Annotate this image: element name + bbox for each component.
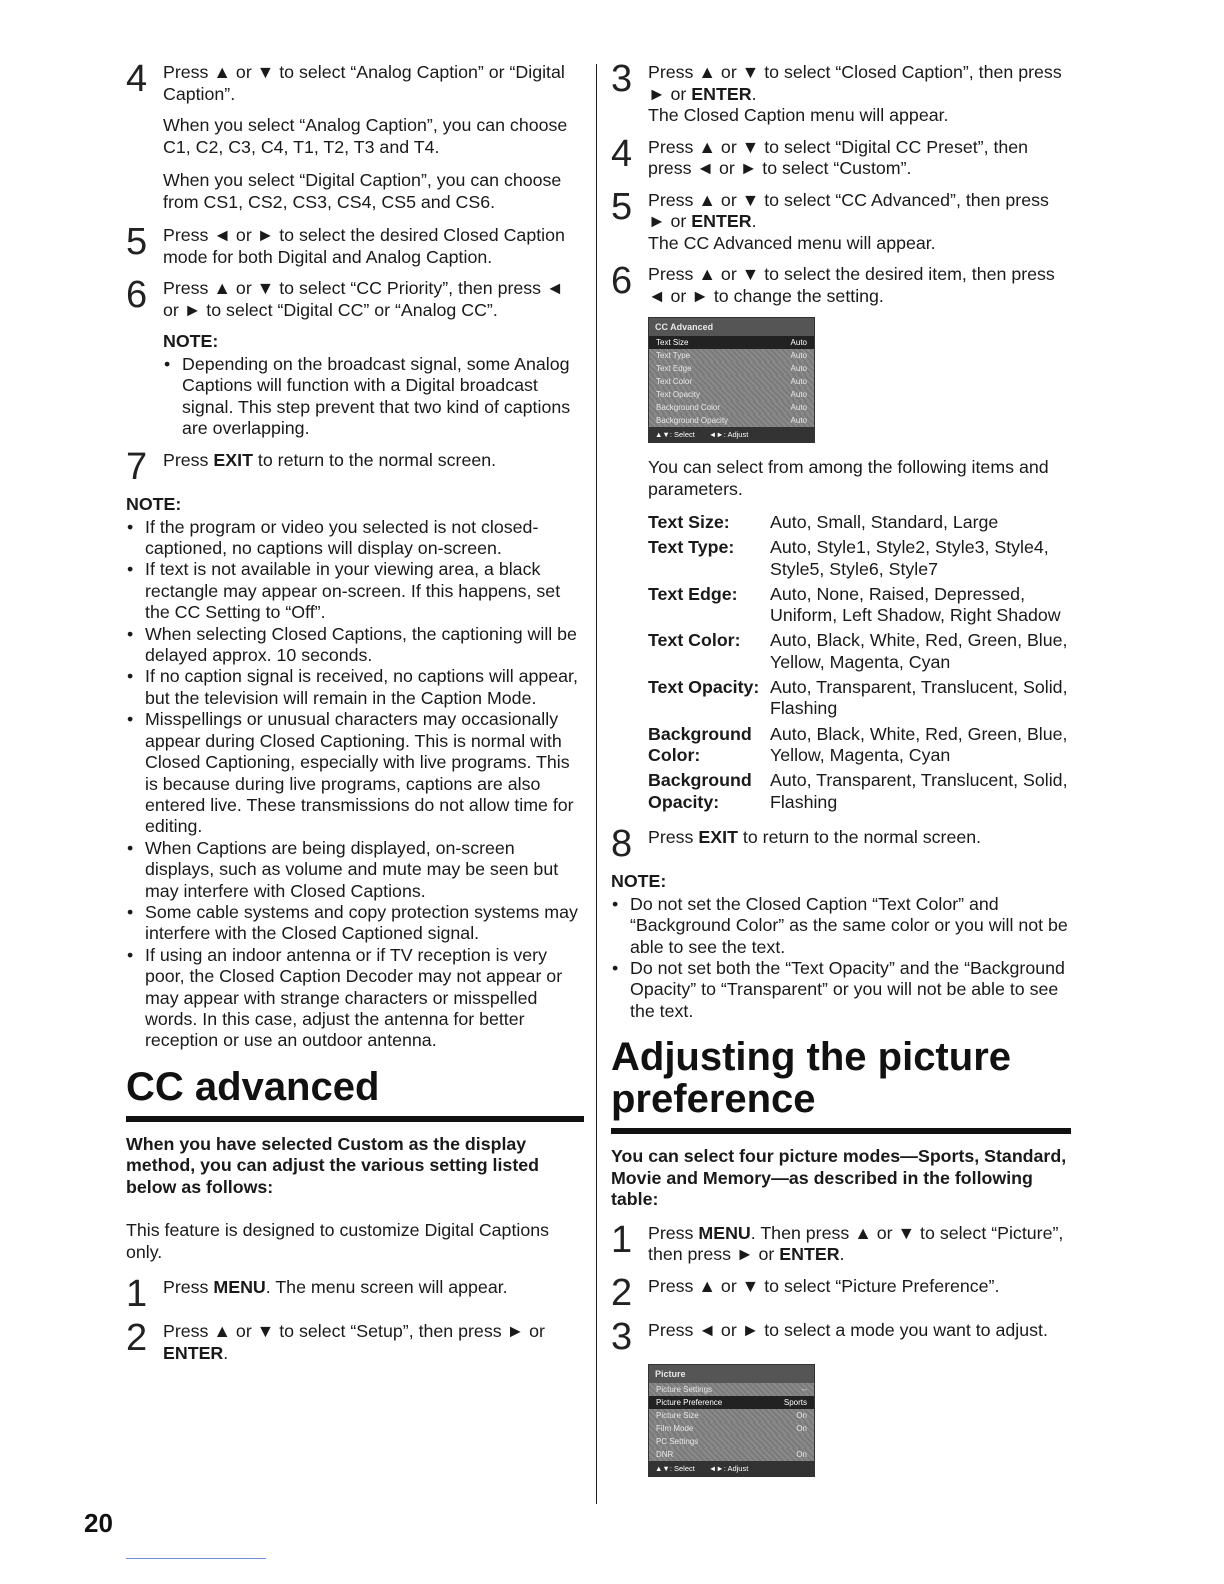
enter-key: ENTER bbox=[691, 83, 752, 104]
step-text: Press ▲ or ▼ to select “Setup”, then press ► or ENTER. bbox=[163, 1321, 545, 1363]
osd-footer: ▲▼: Select ◄►: Adjust bbox=[649, 427, 814, 442]
osd-row-value: Auto bbox=[790, 338, 807, 347]
section-lead: When you have selected Custom as the display method, you can adjust the various setting listed below as follows: bbox=[126, 1133, 539, 1197]
osd-row-label: DNR bbox=[656, 1449, 674, 1459]
step-number: 6 bbox=[126, 274, 148, 316]
step-3 bbox=[611, 1315, 1071, 1358]
enter-key: ENTER bbox=[691, 211, 752, 231]
osd-row-label: Film Mode bbox=[656, 1423, 694, 1433]
osd-row-value: Auto bbox=[790, 390, 807, 399]
step-2 bbox=[126, 1317, 584, 1364]
section-lead: You can select four picture modes—Sports, Standard, Movie and Memory—as described in the following table: bbox=[611, 1146, 1067, 1210]
parameter-name: Background Color: bbox=[648, 723, 752, 765]
step-text: Press ▲ or ▼ to select “CC Priority”, then press ◄ or ► to select “Digital CC” or “Analog CC”. bbox=[163, 278, 564, 320]
osd-row-label: Picture Preference bbox=[656, 1397, 723, 1407]
note-item: • Do not set the Closed Caption “Text Color” and “Background Color” as the same color or you will not be able to see the text. bbox=[611, 894, 1071, 958]
osd-row-value: Auto bbox=[790, 377, 807, 386]
note-item: • Depending on the broadcast signal, some Analog Captions will function with a Digital broadcast signal. This step prevent that two kind of captions are overlapping. bbox=[163, 354, 584, 440]
column-divider bbox=[596, 64, 597, 1504]
step-6 bbox=[126, 274, 584, 321]
note-list bbox=[163, 354, 584, 440]
note-list bbox=[126, 517, 584, 1052]
exit-key: EXIT bbox=[213, 449, 253, 470]
parameter-row bbox=[648, 512, 1071, 537]
osd-row bbox=[649, 1422, 814, 1435]
osd-row bbox=[649, 362, 814, 375]
osd-row-value: Sports bbox=[783, 1397, 807, 1407]
step-number: 4 bbox=[611, 132, 633, 175]
section-intro: This feature is designed to customize Digital Captions only. bbox=[126, 1220, 550, 1262]
note-heading: NOTE: bbox=[163, 331, 219, 351]
osd-footer: ▲▼: Select ◄►: Adjust bbox=[649, 1461, 814, 1476]
menu-key: MENU bbox=[213, 1277, 266, 1298]
parameter-name: Text Opacity: bbox=[648, 677, 760, 698]
step-number: 1 bbox=[611, 1218, 633, 1261]
cc-advanced-menu-screenshot bbox=[648, 317, 815, 443]
note-item: • If the program or video you selected is not closed-captioned, no captions will display on-screen. bbox=[126, 517, 584, 560]
parameter-row bbox=[648, 724, 1071, 771]
osd-row-label: Background Color bbox=[656, 403, 721, 412]
step-8 bbox=[611, 822, 1071, 865]
osd-row bbox=[649, 414, 814, 427]
note-list bbox=[611, 894, 1071, 1022]
osd-row-value: Auto bbox=[790, 416, 807, 425]
parameter-name: Text Size: bbox=[648, 512, 730, 532]
parameter-values: Auto, Small, Standard, Large bbox=[770, 512, 999, 532]
step-number: 4 bbox=[126, 58, 148, 100]
params-intro: You can select from among the following items and parameters. bbox=[648, 457, 1049, 499]
parameter-values: Auto, Transparent, Translucent, Solid, Flashing bbox=[770, 677, 1068, 719]
parameter-row bbox=[648, 630, 1071, 677]
parameter-row bbox=[648, 584, 1071, 631]
osd-row-label: Background Opacity bbox=[656, 416, 729, 425]
step-text: Press ◄ or ► to select the desired Closed Caption mode for both Digital and Analog Caption. bbox=[163, 225, 565, 267]
step-text: Press ▲ or ▼ to select “Closed Caption”, then press ► or ENTER. The Closed Caption menu will appear. bbox=[648, 62, 1062, 125]
osd-row bbox=[649, 1448, 814, 1461]
step-text: Press MENU. Then press ▲ or ▼ to select “Picture”, then press ► or ENTER. bbox=[648, 1222, 1064, 1265]
step-number: 3 bbox=[611, 58, 633, 100]
step-2 bbox=[611, 1271, 1071, 1314]
section-title-cc-advanced: CC advanced bbox=[126, 1066, 584, 1122]
step-text: Press EXIT to return to the normal screen. bbox=[163, 449, 497, 470]
osd-row bbox=[649, 349, 814, 362]
step-text: Press ▲ or ▼ to select the desired item, then press ◄ or ► to change the setting. bbox=[648, 264, 1055, 306]
parameter-values: Auto, Black, White, Red, Green, Blue, Yellow, Magenta, Cyan bbox=[770, 723, 1068, 765]
step-number: 2 bbox=[126, 1317, 148, 1360]
osd-row bbox=[649, 375, 814, 388]
parameter-name: Background Opacity: bbox=[648, 770, 752, 812]
parameter-name: Text Edge: bbox=[648, 583, 738, 604]
step-number: 5 bbox=[611, 185, 633, 228]
osd-row bbox=[649, 1435, 814, 1448]
osd-row-label: Text Color bbox=[656, 377, 693, 386]
parameter-row bbox=[648, 770, 1071, 817]
step-number: 3 bbox=[611, 1315, 633, 1358]
osd-row-value: On bbox=[796, 1410, 807, 1420]
osd-title: CC Advanced bbox=[649, 318, 814, 336]
enter-key: ENTER bbox=[163, 1342, 224, 1363]
osd-row-value: On bbox=[796, 1449, 807, 1459]
step-5 bbox=[611, 185, 1071, 255]
osd-row-label: Picture Size bbox=[656, 1410, 699, 1420]
osd-row bbox=[649, 1409, 814, 1422]
parameter-values: Auto, Black, White, Red, Green, Blue, Yellow, Magenta, Cyan bbox=[770, 630, 1068, 672]
left-column bbox=[126, 58, 584, 1374]
osd-row-value: Auto bbox=[790, 403, 807, 412]
parameter-row bbox=[648, 677, 1071, 724]
step-text: Press ▲ or ▼ to select “Picture Preference”. bbox=[648, 1275, 1000, 1296]
osd-row bbox=[649, 1383, 814, 1396]
step-1 bbox=[126, 1273, 584, 1316]
step-4 bbox=[611, 132, 1071, 180]
osd-row-label: Text Edge bbox=[656, 364, 692, 373]
step-5 bbox=[126, 221, 584, 268]
note-item: • If using an indoor antenna or if TV reception is very poor, the Closed Caption Decoder may not appear or may appear with strange characters or misspelled words. In this case, adjust the antenna for better reception or use an outdoor antenna. bbox=[126, 945, 584, 1052]
osd-row bbox=[649, 1396, 814, 1409]
step-number: 5 bbox=[126, 221, 148, 263]
step-number: 2 bbox=[611, 1271, 633, 1314]
step-3 bbox=[611, 58, 1071, 127]
osd-row-label: Text Type bbox=[656, 351, 691, 360]
step-text: Press ▲ or ▼ to select “Digital CC Preset”, then press ◄ or ► to select “Custom”. bbox=[648, 136, 1029, 178]
digital-caption-info: When you select “Digital Caption”, you can choose from CS1, CS2, CS3, CS4, CS5 and CS6. bbox=[163, 170, 562, 212]
osd-row-label: Picture Settings bbox=[656, 1384, 713, 1394]
note-heading: NOTE: bbox=[611, 870, 667, 891]
osd-row-label: Text Opacity bbox=[656, 390, 701, 399]
parameter-values: Auto, Transparent, Translucent, Solid, Flashing bbox=[770, 770, 1068, 812]
step-6 bbox=[611, 260, 1071, 307]
note-item: • Misspellings or unusual characters may occasionally appear during Closed Captioning. This is normal with Closed Captioning, especially with live programs. This is because during live programs, captions are also entered live. These transmissions do not allow time for editing. bbox=[126, 709, 584, 837]
osd-row-label: PC Settings bbox=[656, 1436, 699, 1446]
parameter-table bbox=[648, 512, 1071, 817]
step-4 bbox=[126, 58, 584, 105]
step-number: 6 bbox=[611, 260, 633, 302]
parameter-row bbox=[648, 537, 1071, 584]
step-1 bbox=[611, 1218, 1071, 1266]
note-item: • Some cable systems and copy protection systems may interfere with the Closed Captioned signal. bbox=[126, 902, 584, 945]
menu-key: MENU bbox=[698, 1222, 751, 1243]
enter-key: ENTER bbox=[779, 1244, 840, 1265]
osd-row bbox=[649, 388, 814, 401]
right-column bbox=[611, 58, 1071, 1491]
osd-row bbox=[649, 401, 814, 414]
step-text: Press EXIT to return to the normal screen. bbox=[648, 826, 982, 847]
note-item: • If no caption signal is received, no captions will appear, but the television will remain in the Caption Mode. bbox=[126, 666, 584, 709]
analog-caption-info: When you select “Analog Caption”, you can choose C1, C2, C3, C4, T1, T2, T3 and T4. bbox=[163, 115, 568, 157]
step-number: 8 bbox=[611, 822, 633, 865]
step-text: Press ▲ or ▼ to select “CC Advanced”, then press ► or ENTER. The CC Advanced menu will appear. bbox=[648, 189, 1049, 253]
exit-key: EXIT bbox=[698, 826, 738, 847]
step-7 bbox=[126, 445, 584, 488]
step-text: Press MENU. The menu screen will appear. bbox=[163, 1277, 508, 1298]
step-text: Press ▲ or ▼ to select “Analog Caption” or “Digital Caption”. bbox=[163, 62, 565, 104]
note-item: • When Captions are being displayed, on-screen displays, such as volume and mute may be seen but may interfere with Closed Captions. bbox=[126, 838, 584, 902]
parameter-values: Auto, None, Raised, Depressed, Uniform, Left Shadow, Right Shadow bbox=[770, 583, 1061, 626]
step-number: 1 bbox=[126, 1273, 148, 1316]
note-item: • When selecting Closed Captions, the captioning will be delayed approx. 10 seconds. bbox=[126, 624, 584, 667]
osd-row-value: On bbox=[796, 1423, 807, 1433]
osd-title: Picture bbox=[649, 1365, 814, 1383]
parameter-name: Text Type: bbox=[648, 537, 735, 558]
section-title-picture-preference: Adjusting the picture preference bbox=[611, 1036, 1071, 1134]
osd-row bbox=[649, 336, 814, 349]
osd-row-value: -- bbox=[801, 1384, 807, 1394]
note-heading: NOTE: bbox=[126, 493, 182, 514]
osd-row-value: Auto bbox=[790, 364, 807, 373]
step-text: Press ◄ or ► to select a mode you want to adjust. bbox=[648, 1319, 1048, 1340]
picture-menu-screenshot bbox=[648, 1364, 815, 1477]
footer-rule bbox=[126, 1558, 266, 1559]
page-number: 20 bbox=[84, 1508, 113, 1538]
step-number: 7 bbox=[126, 445, 148, 488]
osd-row-value: Auto bbox=[790, 351, 807, 360]
parameter-name: Text Color: bbox=[648, 630, 741, 651]
note-item: • If text is not available in your viewing area, a black rectangle may appear on-screen. If this happens, set the CC Setting to “Off”. bbox=[126, 559, 584, 623]
osd-row-label: Text Size bbox=[656, 338, 689, 347]
parameter-values: Auto, Style1, Style2, Style3, Style4, Style5, Style6, Style7 bbox=[770, 537, 1049, 579]
note-item: • Do not set both the “Text Opacity” and the “Background Opacity” to “Transparent” or you will not be able to see the text. bbox=[611, 958, 1071, 1022]
